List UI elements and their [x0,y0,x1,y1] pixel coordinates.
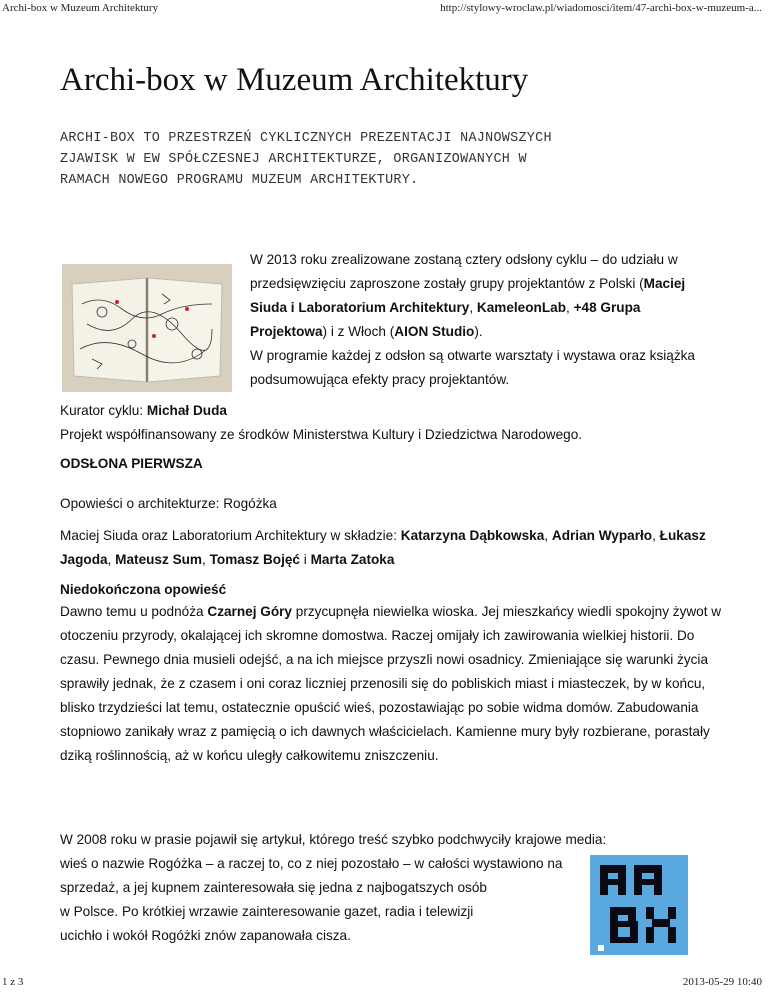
separator: , [652,528,660,543]
separator: , [544,528,552,543]
story-line: w Polsce. Po krótkiej wrzawie zainteresowanie gazet, radia i telewizji [60,904,474,919]
print-header-title: Archi-box w Muzeum Architektury [2,2,159,14]
intro-paragraph-2: W programie każdej z odsłon są otwarte warsztaty i wystawa oraz książka podsumowująca efekty pracy projektantów. [250,348,695,387]
curator-line [60,399,720,423]
participant-name: KameleonLab [476,300,567,315]
participant-name: AION Studio [394,324,475,339]
lead-line: ARCHI-BOX TO PRZESTRZEŃ CYKLICZNYCH PREZENTACJI NAJNOWSZYCH [60,131,552,146]
section-subtitle: Opowieści o architekturze: Rogóżka [60,496,277,511]
article-title: Archi-box w Muzeum Architektury [60,62,529,98]
separator: i [300,552,311,567]
place-name: Czarnej Góry [207,604,292,619]
story-line: sprzedaż, a jej kupnem zainteresowała się jedna z najbogatszych osób [60,880,487,895]
story-line: wieś o nazwie Rogóżka – a raczej to, co z niej pozostało – w całości wystawiono na [60,856,563,871]
curator-name: Michał Duda [146,403,227,418]
archibox-logo-graphic [590,855,688,955]
funding-line: Projekt współfinansowany ze środków Ministerstwa Kultury i Dziedzictwa Narodowego. [60,427,583,442]
page-counter: 1 z 3 [2,976,24,988]
intro-text-run: ). [474,324,483,339]
sketchbook-image [62,264,232,392]
section-title: ODSŁONA PIERWSZA [60,456,203,471]
intro-text-run: , [566,300,574,315]
intro-text-run: ) i z Włoch ( [322,324,395,339]
participant-name: +48 Grupa Projektowa [250,300,641,339]
story-line: W 2008 roku w prasie pojawił się artykuł, którego treść szybko podchwyciły krajowe media: [60,832,607,847]
lead-line: RAMACH NOWEGO PROGRAMU MUZEUM ARCHITEKTURY. [60,173,419,188]
team-intro: Maciej Siuda oraz Laboratorium Architektury w składzie: [60,528,401,543]
team-member: Tomasz Bojęć [209,552,300,567]
intro-text [250,248,720,392]
print-footer [0,976,768,990]
curator-block [60,399,720,447]
sketchbook-photo [62,264,232,392]
story-heading: Niedokończona opowieść [60,582,227,597]
team-member: Katarzyna Dąbkowska [400,528,545,543]
participant-name: Maciej Siuda i Laboratorium Architektury [250,276,686,315]
team-list [60,524,730,572]
intro-text-run: , [469,300,477,315]
lead-line: ZJAWISK W EW SPÓŁCZESNEJ ARCHITEKTURZE, ORGANIZOWANYCH W [60,152,527,167]
team-member: Marta Zatoka [310,552,395,567]
article-lead [60,128,700,191]
print-header [0,2,768,16]
archibox-logo [590,855,688,955]
story-text-run: przycupnęła niewielka wioska. Jej mieszkańcy wiedli spokojny żywot w otoczeniu przyrody, okalającej ich skromne domostwa. Raczej omijały ich zawirowania wielkiej historii. Do czasu. Pewnego dnia musieli odejść, a na ich miejsce przyszli nowi osadnicy. Zmieniające się warunki życia sprawiły jednak, że z czasem i oni coraz liczniej przenosili się do pobliskich miast i miasteczek, by w końcu, blisko trzydzieści lat temu, ostatecznie opuścić wieś, pozostawiając po sobie widma domów. Zabudowania stopniowo zanikały wraz z pamięcią o ich dawnych właścicielach. Kamienne mury były rozbierane, porastały dziką roślinnością, aż w końcu uległy całkowitemu zniszczeniu. [60,604,722,763]
intro-paragraph [250,248,720,344]
print-header-url: http://stylowy-wroclaw.pl/wiadomosci/item/47-archi-box-w-muzeum-a... [440,2,762,14]
story-text-run: Dawno temu u podnóża [60,604,208,619]
intro-text-run: W 2013 roku zrealizowane zostaną cztery odsłony cyklu – do udziału w przedsięwzięciu zaproszone zostały grupy projektantów z Polski ( [250,252,678,291]
team-member: Adrian Wyparło [551,528,653,543]
team-member: Mateusz Sum [115,552,203,567]
separator: , [202,552,210,567]
team-member: Łukasz Jagoda [60,528,706,567]
story-paragraph-1 [60,600,735,768]
curator-label: Kurator cyklu: [60,403,147,418]
print-timestamp: 2013-05-29 10:40 [682,976,762,988]
separator: , [107,552,116,567]
story-line: ucichło i wokół Rogóżki znów zapanowała cisza. [60,928,351,943]
